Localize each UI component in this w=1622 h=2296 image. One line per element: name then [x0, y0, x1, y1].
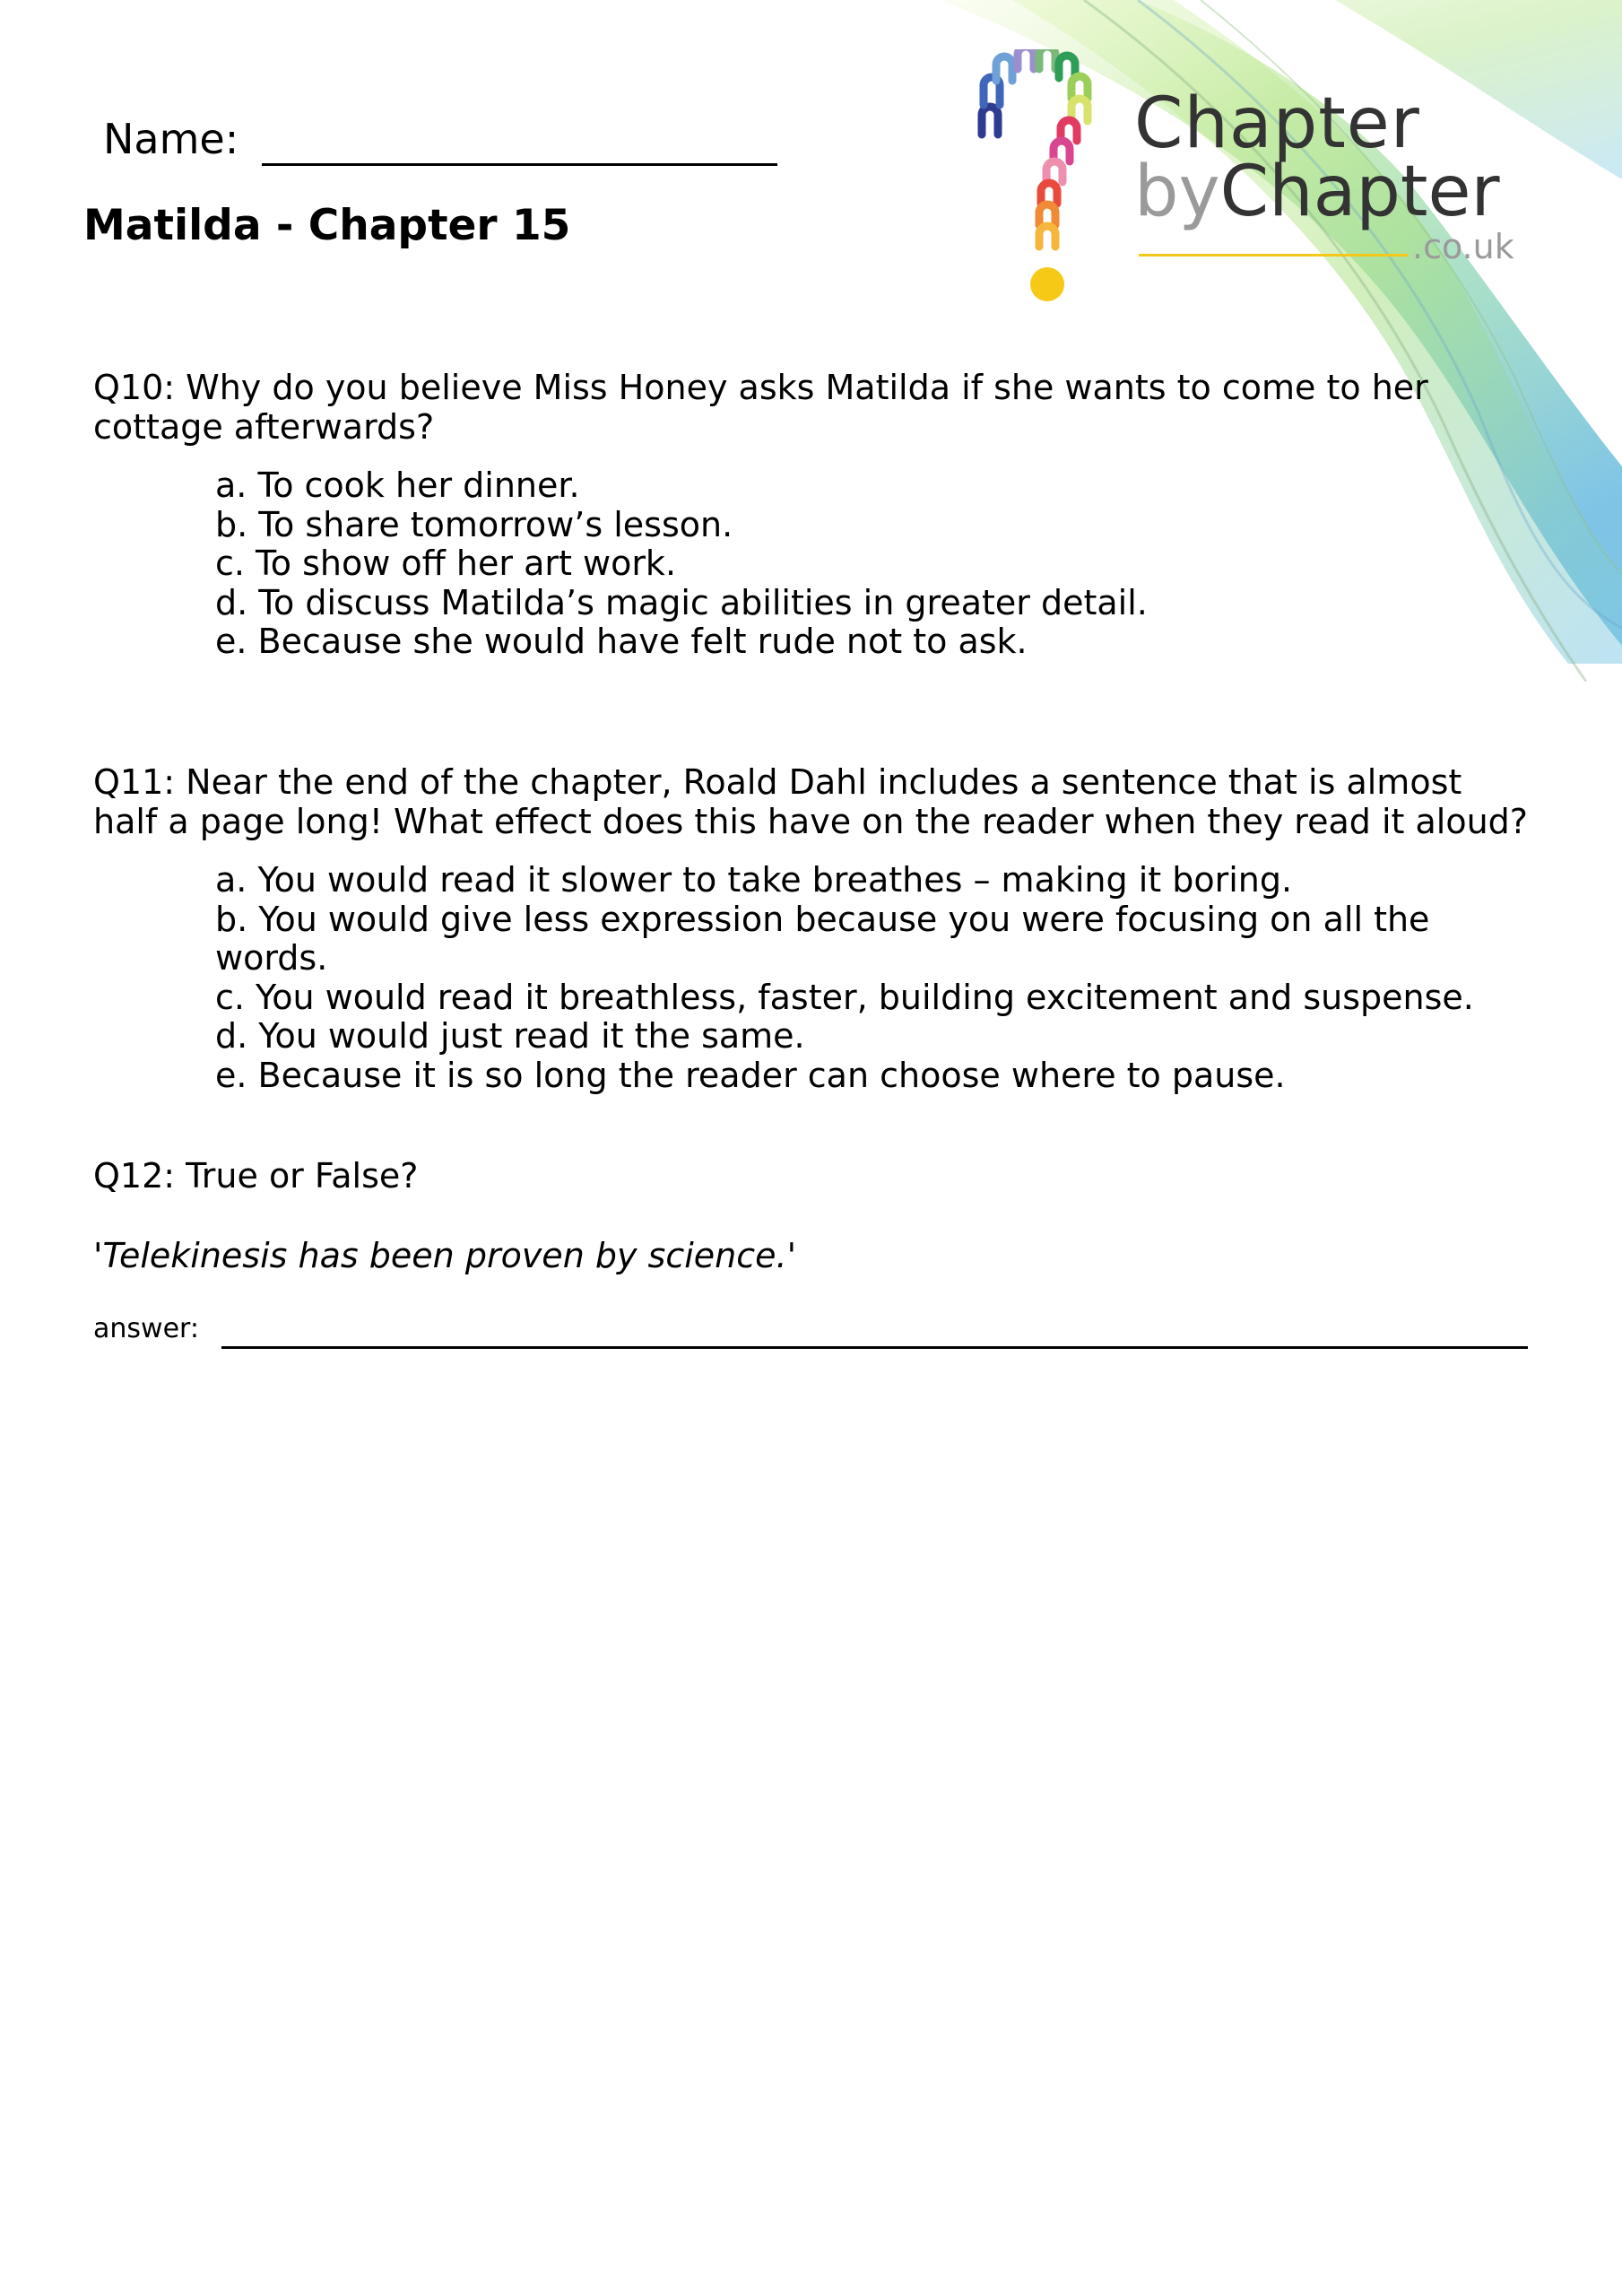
option-c: c. To show off her art work.	[215, 544, 677, 583]
name-label: Name:	[103, 115, 239, 163]
option-c: c. You would read it breathless, faster, building excitement and suspense.	[215, 977, 1474, 1017]
question-12	[93, 1156, 1528, 1349]
option-a: a. You would read it slower to take breathes – making it boring.	[215, 860, 1293, 900]
question-10	[93, 368, 1528, 662]
logo-word-bychapter	[1134, 152, 1500, 232]
logo-wordmark	[1134, 83, 1500, 232]
question-prompt: Q12: True or False?	[93, 1156, 419, 1196]
logo-word-by: by	[1134, 152, 1220, 232]
answer-options	[215, 861, 1528, 1095]
answer-row	[93, 1309, 1528, 1349]
answer-label: answer:	[93, 1313, 199, 1344]
answer-input-line[interactable]	[221, 1319, 1528, 1349]
question-prompt: Q10: Why do you believe Miss Honey asks Matilda if she wants to come to her cottage afterwards?	[93, 368, 1428, 447]
logo-word-chapter: Chapter	[1134, 83, 1420, 164]
question-mark-books-icon	[964, 49, 1116, 318]
option-d: d. To discuss Matilda’s magic abilities in greater detail.	[215, 582, 1148, 622]
chapter-by-chapter-logo	[964, 49, 1538, 318]
option-e: e. Because it is so long the reader can choose where to pause.	[215, 1055, 1286, 1095]
name-field-row	[103, 112, 777, 166]
option-b: b. You would give less expression because you were focusing on all the words.	[215, 899, 1430, 978]
logo-domain: .co.uk	[1412, 227, 1514, 266]
option-e: e. Because she would have felt rude not to ask.	[215, 622, 1028, 661]
answer-options	[215, 466, 1528, 662]
page-title: Matilda - Chapter 15	[83, 201, 571, 250]
option-d: d. You would just read it the same.	[215, 1016, 805, 1056]
question-11	[93, 762, 1528, 1095]
true-false-statement: 'Telekinesis has been proven by science.'	[93, 1236, 797, 1275]
name-input-line[interactable]	[262, 117, 777, 166]
logo-word-chapter-2: Chapter	[1219, 152, 1500, 232]
question-prompt: Q11: Near the end of the chapter, Roald Dahl includes a sentence that is almost half a page long! What effect does this have on the reader when they read it aloud?	[93, 762, 1528, 841]
logo-underline	[1139, 254, 1408, 257]
option-a: a. To cook her dinner.	[215, 465, 580, 505]
option-b: b. To share tomorrow’s lesson.	[215, 504, 733, 544]
